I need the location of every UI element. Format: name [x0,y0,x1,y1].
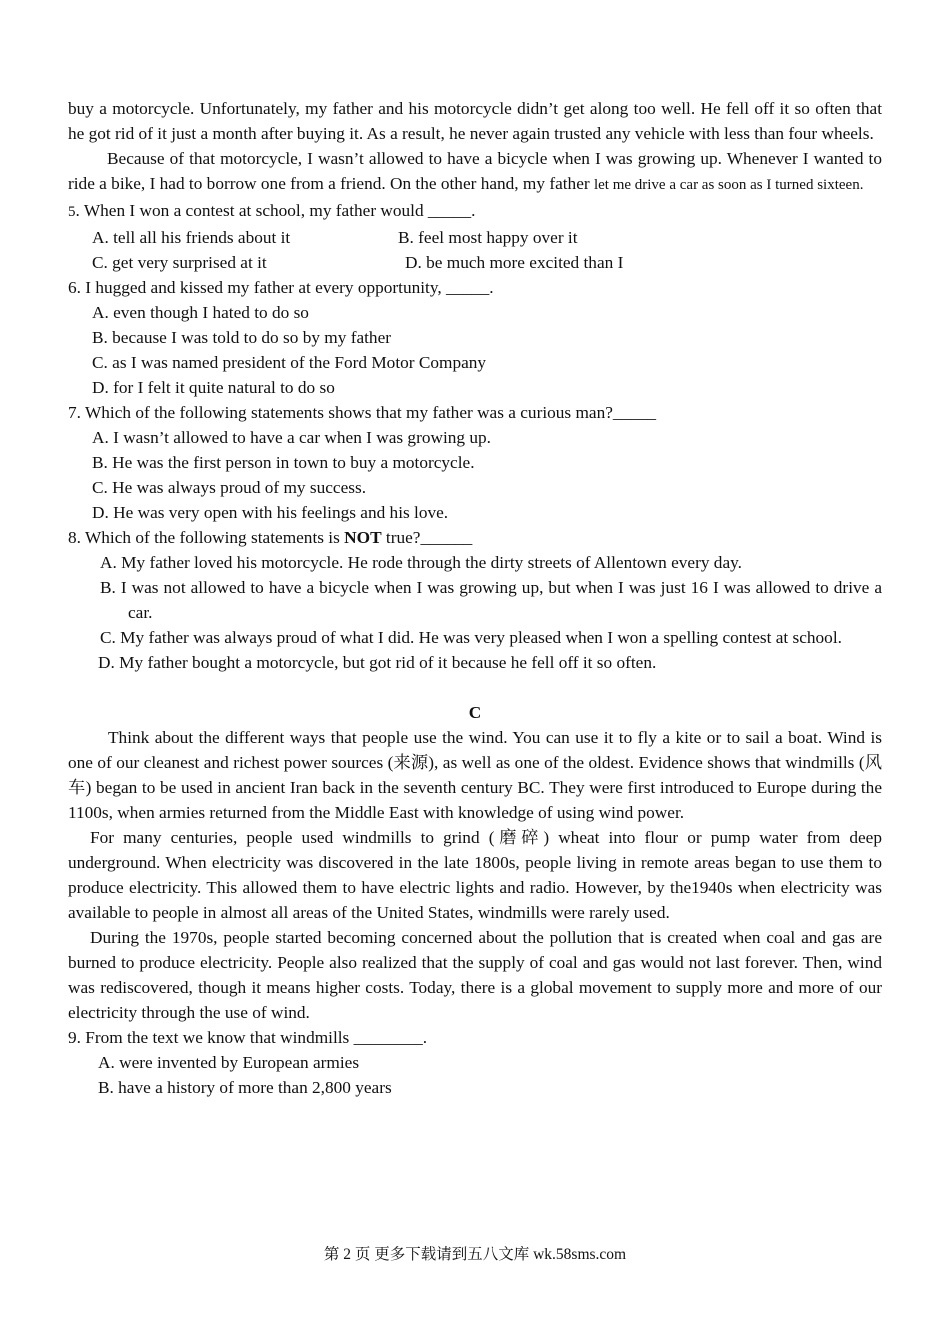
passage-paragraph: During the 1970s, people started becoming concerned about the pollution that is created when coal and gas are burned to produce electricity. People also realized that the supply of coal and gas would not last forever. Then, wind was rediscovered, though it means higher costs. Today, there is a global movement to supply more and more of our electricity through the use of wind. [68,928,882,1022]
option-c: C. get very surprised at it [92,253,267,272]
option-d: D. My father bought a motorcycle, but got rid of it because he fell off it so often. [98,653,657,672]
question-text: 8. Which of the following statements is [68,528,345,547]
option-c: C. as I was named president of the Ford Motor Company [92,353,487,372]
option-c: C. My father was always proud of what I did. He was very pleased when I won a spelling contest at school. [100,628,842,647]
paragraph-text: Because of that motorcycle, I wasn’t allowed to have a bicycle when I was growing up. Whenever I wanted to ride a bike, I had to borrow one from a friend. On the other hand, my father [68,149,882,193]
question-6-stem: 6. I hugged and kissed my father at every opportunity, _____. [68,278,494,297]
passage-paragraph: Think about the different ways that people use the wind. You can use it to fly a kite or to sail a boat. Wind is one of our cleanest and richest power sources (来源), as well as one of the oldest. Evidence shows that windmills (风车) began to be used in ancient Iran back in the seventh century BC. They were first introduced to Europe during the 1100s, when armies returned from the Middle East with knowledge of using wind power. [68,728,882,822]
document-page [68,96,882,1100]
option-a: A. were invented by European armies [98,1053,360,1072]
page-footer: 第 2 页 更多下载请到五八文库 wk.58sms.com [323,1246,627,1263]
option-a: A. tell all his friends about it [92,228,291,247]
option-a: A. even though I hated to do so [92,303,309,322]
option-d: D. for I felt it quite natural to do so [92,378,335,397]
question-9-stem: 9. From the text we know that windmills ________. [68,1028,428,1047]
question-8-stem [68,525,882,550]
option-d: D. He was very open with his feelings and his love. [92,503,449,522]
option-a: A. I wasn’t allowed to have a car when I was growing up. [92,428,491,447]
option-b: B. I was not allowed to have a bicycle when I was growing up, but when I was just 16 I was allowed to drive a car. [100,578,882,622]
option-d: D. be much more excited than I [405,253,624,272]
option-a: A. My father loved his motorcycle. He rode through the dirty streets of Allentown every day. [100,553,742,572]
question-7-stem: 7. Which of the following statements shows that my father was a curious man?_____ [68,403,657,422]
spacer [68,675,882,700]
question-text: . When I won a contest at school, my father would _____. [75,201,476,220]
question-5-stem [68,198,882,225]
question-5-options-row [68,225,882,250]
option-b: B. He was the first person in town to buy a motorcycle. [92,453,475,472]
question-number: 5 [68,204,76,220]
option-b: B. because I was told to do so by my father [92,328,391,347]
question-emphasis: NOT [344,528,382,547]
option-c: C. He was always proud of my success. [92,478,367,497]
passage-paragraph: For many centuries, people used windmills to grind (磨碎) wheat into flour or pump water from deep underground. When electricity was discovered in the late 1800s, people living in remote areas began to use them to produce electricity. This allowed them to have electric lights and radio. However, by the1940s when electricity was available to people in almost all areas of the United States, windmills were rarely used. [68,828,882,922]
option-b: B. feel most happy over it [398,228,578,247]
question-text: true?______ [381,528,473,547]
passage-paragraph: buy a motorcycle. Unfortunately, my father and his motorcycle didn’t get along too well. He fell off it so often that he got rid of it just a month after buying it. As a result, he never again trusted any vehicle with less than four wheels. [68,99,882,143]
passage-paragraph [68,146,882,198]
question-5-options-row [68,250,882,275]
option-b: B. have a history of more than 2,800 years [98,1078,392,1097]
paragraph-text-small: let me drive a car as soon as I turned sixteen. [593,177,864,193]
section-heading: C [468,703,482,722]
